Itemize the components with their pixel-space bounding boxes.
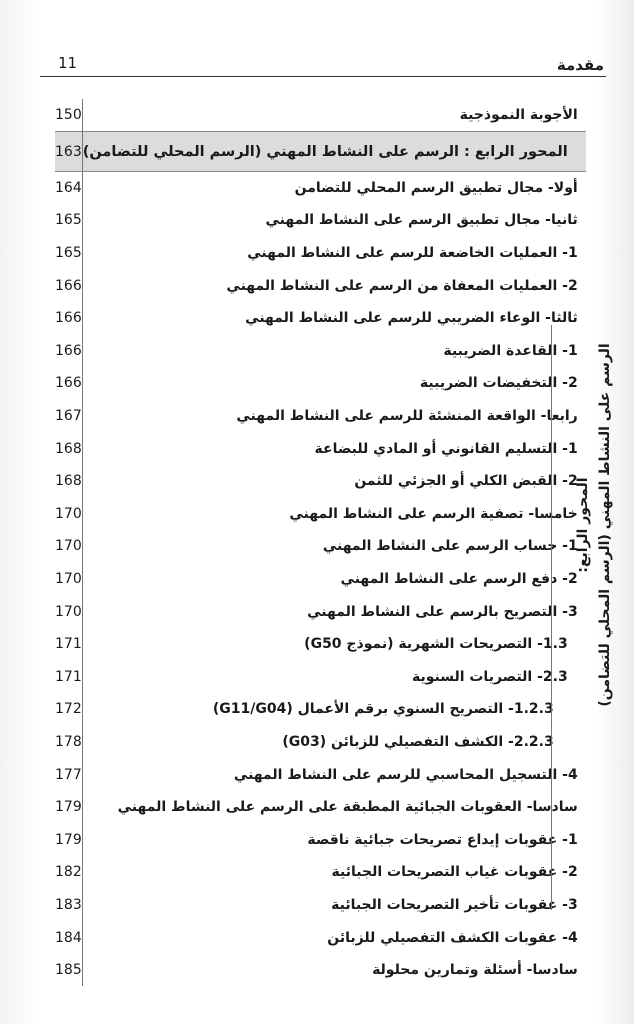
toc-row <box>55 172 586 205</box>
toc-page-number: 168 <box>55 465 82 498</box>
toc-entry-title: 1.3- التصريحات الشهرية (نموذج G50) <box>304 636 568 653</box>
toc-entry-title: سادسا- أسئلة وتمارين محلولة <box>372 962 578 979</box>
toc-page-number: 179 <box>55 791 82 824</box>
toc-row <box>55 99 586 132</box>
toc-row <box>55 693 586 726</box>
toc-page-number: 166 <box>55 269 82 302</box>
toc-page-number: 183 <box>55 889 82 922</box>
toc-entry-title: خامسا- تصفية الرسم على النشاط المهني <box>289 505 578 522</box>
toc-entry-title: 1- القاعدة الضريبية <box>443 342 578 359</box>
toc-row <box>55 856 586 889</box>
toc-page-number: 165 <box>55 204 82 237</box>
toc-row <box>55 954 586 987</box>
header-rule <box>40 76 606 77</box>
toc-row <box>55 400 586 433</box>
toc-entry-title: 1- العمليات الخاضعة للرسم على النشاط المهني <box>247 245 578 262</box>
toc-page-number: 177 <box>55 758 82 791</box>
toc-entry-title: 3- التصريح بالرسم على النشاط المهني <box>307 603 578 620</box>
toc-entry-title: 2- القبض الكلي أو الجزئي للثمن <box>354 473 578 490</box>
toc-page-number: 150 <box>55 99 82 132</box>
toc-page-number: 170 <box>55 595 82 628</box>
toc-row <box>55 465 586 498</box>
toc-entry-title: 2- عقوبات غياب التصريحات الجبائية <box>331 864 578 881</box>
toc-entry-title: 4- عقوبات الكشف التفصيلي للزبائن <box>327 929 578 946</box>
toc-page-number: 184 <box>55 921 82 954</box>
toc-page-number: 168 <box>55 432 82 465</box>
side-divider <box>551 325 552 910</box>
toc-entry-title: 2- دفع الرسم على النشاط المهني <box>340 571 578 588</box>
toc-page-number: 167 <box>55 400 82 433</box>
toc-page-number: 170 <box>55 530 82 563</box>
side-label <box>553 340 634 710</box>
toc-page-number: 166 <box>55 367 82 400</box>
toc-row <box>55 132 586 172</box>
toc-page-number: 163 <box>55 132 82 172</box>
page-number: 11 <box>58 54 78 72</box>
toc-entry-title: أولا- مجال تطبيق الرسم المحلي للتضامن <box>294 180 578 197</box>
toc-row <box>55 823 586 856</box>
toc-entry-title: الأجوبة النموذجية <box>459 107 578 124</box>
toc-page-number: 172 <box>55 693 82 726</box>
toc-row <box>55 530 586 563</box>
toc-row <box>55 432 586 465</box>
toc-entry-title: سادسا- العقوبات الجبائية المطبقة على الرسم على النشاط المهني <box>117 799 578 816</box>
toc-entry-title: 2.3- التصريات السنوية <box>411 668 568 685</box>
toc-page-number: 170 <box>55 563 82 596</box>
toc-page-number: 171 <box>55 661 82 694</box>
table-of-contents <box>55 99 586 986</box>
toc-row <box>55 563 586 596</box>
toc-row <box>55 237 586 270</box>
toc-row <box>55 628 586 661</box>
toc-entry-title: 1- التسليم القانوني أو المادي للبضاعة <box>314 440 578 457</box>
toc-row <box>55 595 586 628</box>
toc-page-number: 171 <box>55 628 82 661</box>
toc-entry-title: ثانيا- مجال تطبيق الرسم على النشاط المهني <box>265 212 578 229</box>
toc-entry-title: 1- حساب الرسم على النشاط المهني <box>322 538 578 555</box>
toc-row <box>55 367 586 400</box>
toc-page-number: 166 <box>55 302 82 335</box>
toc-entry-title: المحور الرابع : الرسم على النشاط المهني (الرسم المحلي للتضامن) <box>82 132 586 172</box>
section-title: مقدمة <box>556 56 604 74</box>
toc-entry-title: ثالثا- الوعاء الضريبي للرسم على النشاط المهني <box>245 310 578 327</box>
toc-entry-title: 2- العمليات المعفاة من الرسم على النشاط المهني <box>226 277 578 294</box>
toc-row <box>55 791 586 824</box>
toc-row <box>55 204 586 237</box>
toc-entry-title: 3- عقوبات تأخير التصريحات الجبائية <box>331 896 578 913</box>
toc-page-number: 179 <box>55 823 82 856</box>
toc-entry-title: 1- عقوبات إيداع تصريحات جبائية ناقصة <box>307 831 578 848</box>
toc-entry-title: رابعا- الواقعة المنشئة للرسم على النشاط المهني <box>236 408 578 425</box>
side-label-text <box>572 340 616 710</box>
toc-page-number: 182 <box>55 856 82 889</box>
toc-row <box>55 889 586 922</box>
toc-page-number: 164 <box>55 172 82 205</box>
toc-page-number: 165 <box>55 237 82 270</box>
toc-entry-title: 2.2.3- الكشف التفصيلي للزبائن (G03) <box>282 733 554 750</box>
toc-row <box>55 921 586 954</box>
toc-entry-title: 2- التخفيضات الضريبية <box>419 375 578 392</box>
toc-row <box>55 269 586 302</box>
toc-page-number: 178 <box>55 726 82 759</box>
toc-body <box>55 99 586 986</box>
toc-row <box>55 758 586 791</box>
toc-row <box>55 302 586 335</box>
toc-page-number: 185 <box>55 954 82 987</box>
side-label-line2: الرسم على النشاط المهني (الرسم المحلي للتضامن) <box>597 343 613 707</box>
toc-row <box>55 726 586 759</box>
toc-row <box>55 498 586 531</box>
toc-entry-title: 4- التسجيل المحاسبي للرسم على النشاط المهني <box>233 766 578 783</box>
toc-entry-title: 1.2.3- التصريح السنوي برقم الأعمال (G11/G04) <box>212 701 554 718</box>
toc-row <box>55 661 586 694</box>
side-label-line1: المحور الرابع: <box>575 477 591 573</box>
toc-row <box>55 335 586 368</box>
toc-page-number: 170 <box>55 498 82 531</box>
toc-page-number: 166 <box>55 335 82 368</box>
